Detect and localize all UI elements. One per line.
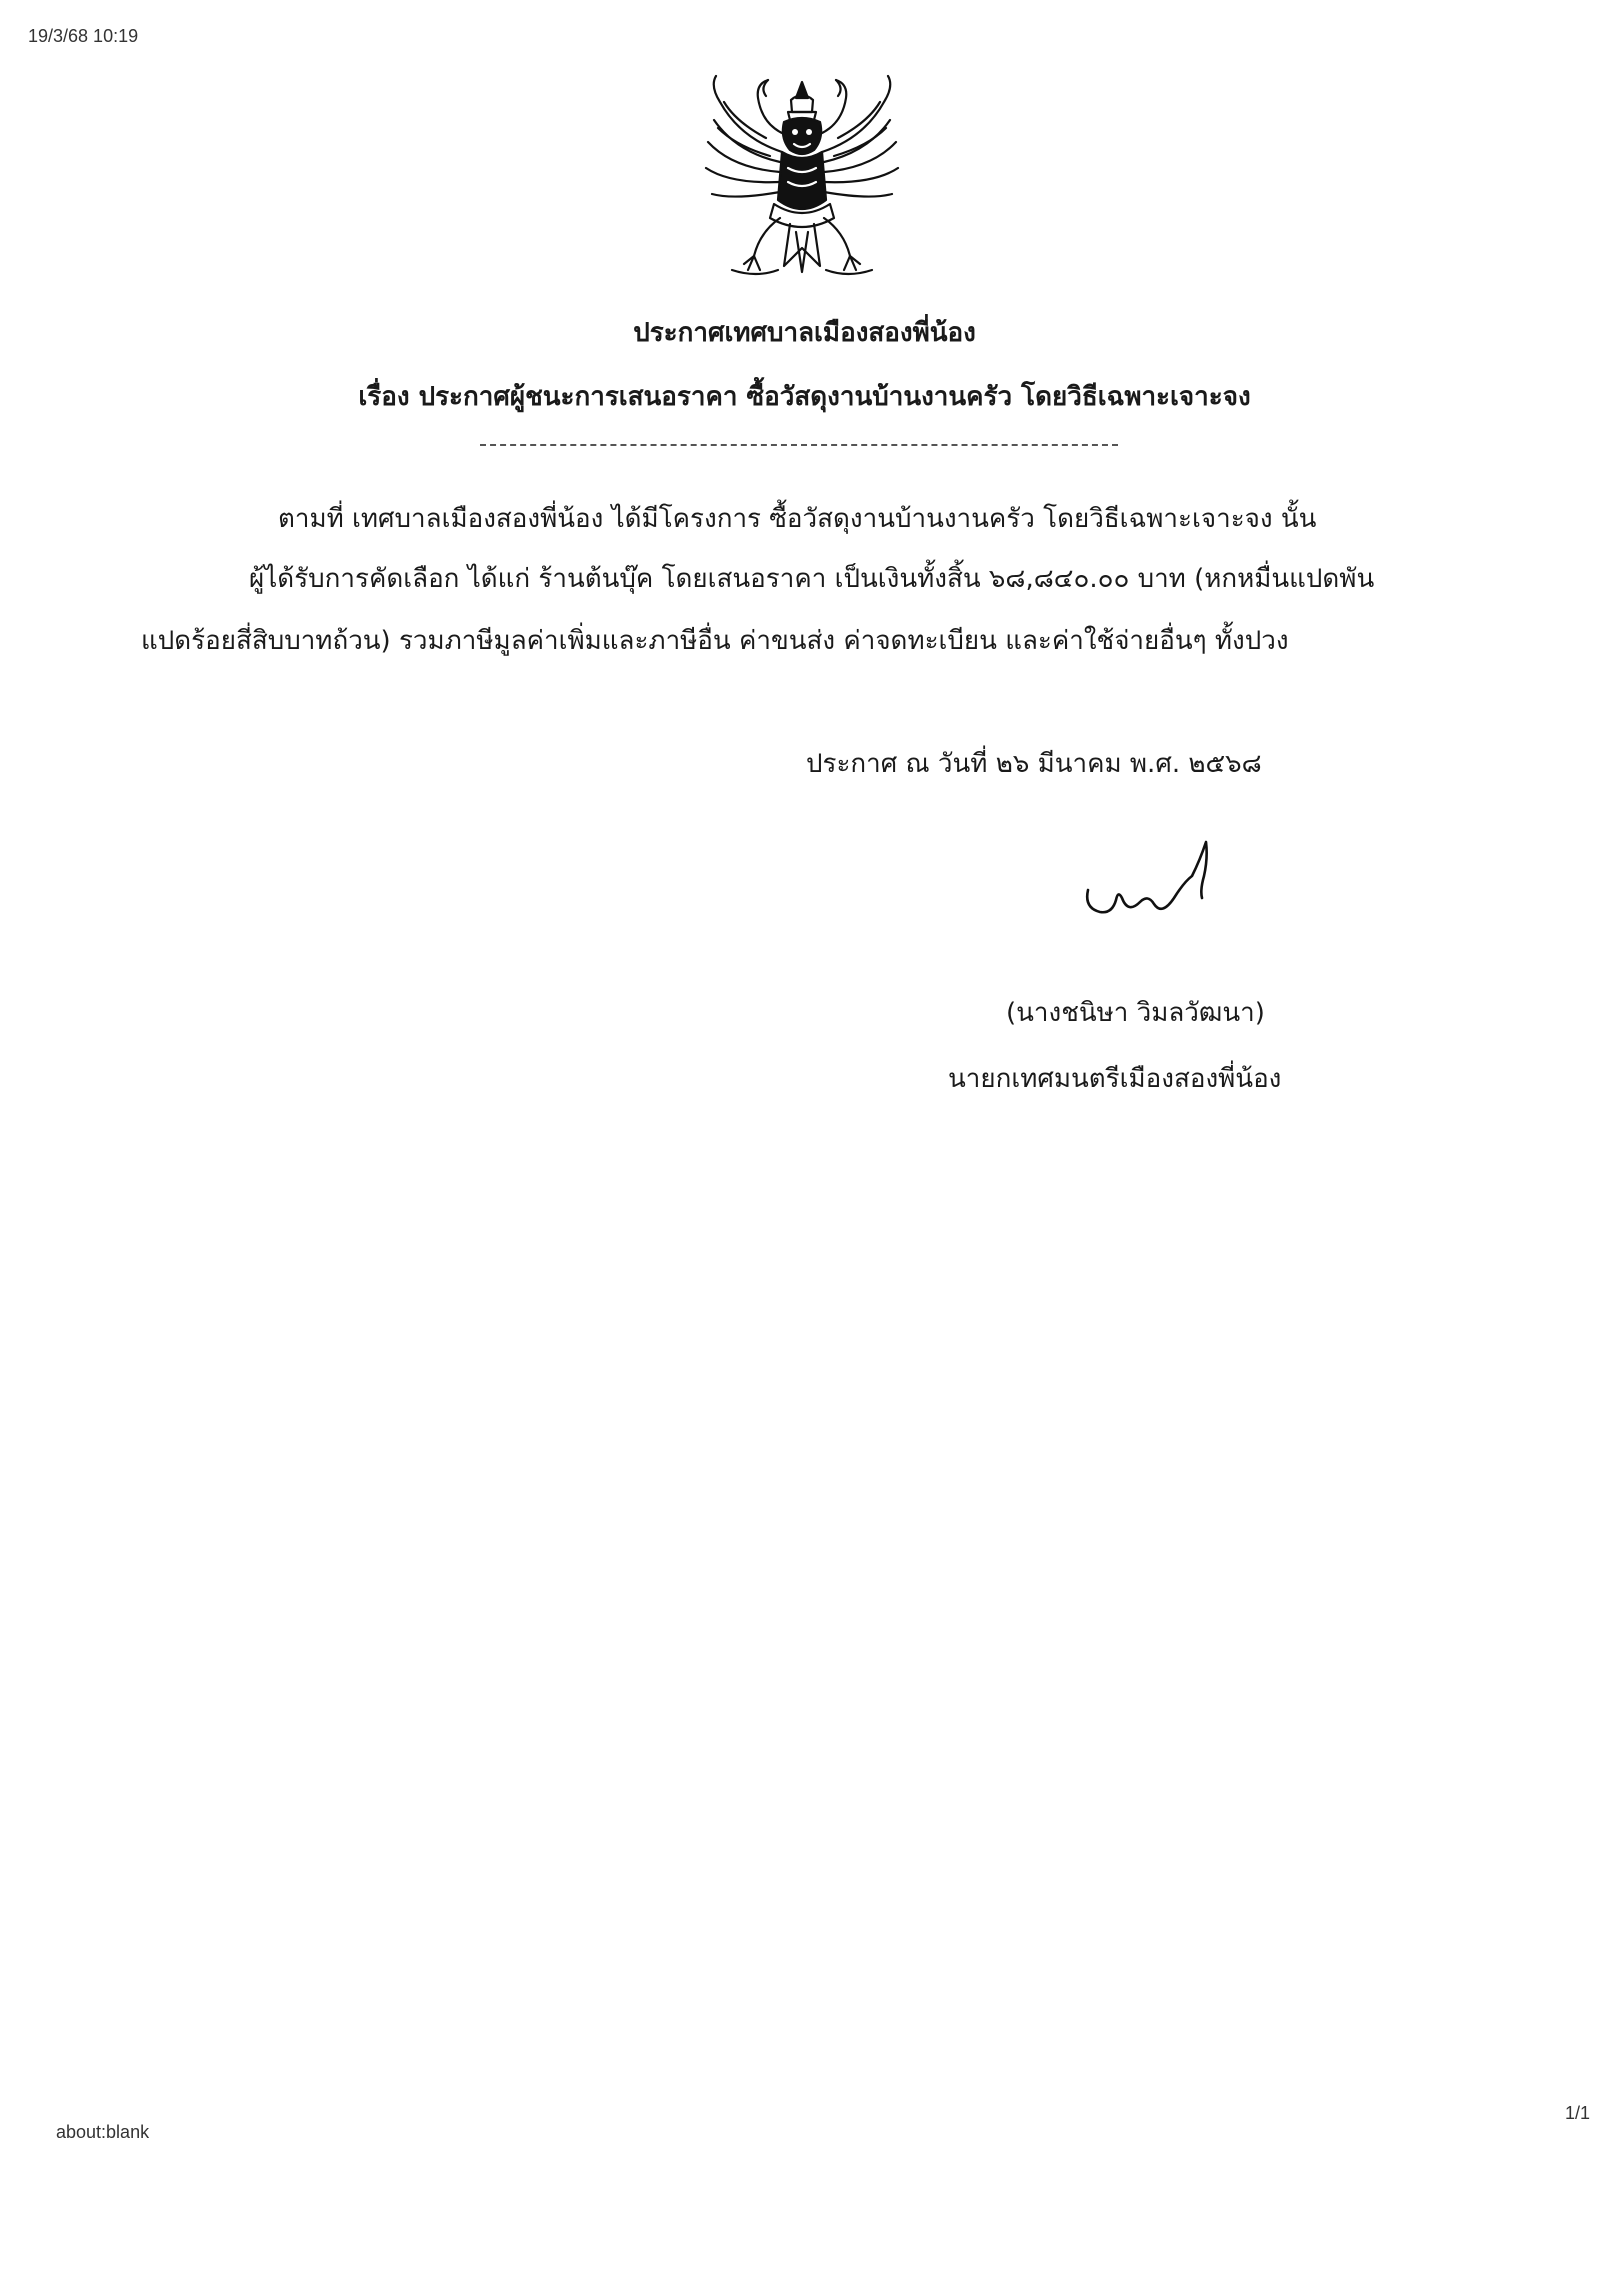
announcement-date: ประกาศ ณ วันที่ ๒๖ มีนาคม พ.ศ. ๒๕๖๘ <box>806 749 1262 779</box>
divider <box>480 444 1118 446</box>
signer-position: นายกเทศมนตรีเมืองสองพี่น้อง <box>948 1064 1282 1094</box>
body-line-2: ผู้ได้รับการคัดเลือก ได้แก่ ร้านต้นบุ๊ค โดยเสนอราคา เป็นเงินทั้งสิ้น ๖๘,๘๔๐.๐๐ บาท (หกหมื่นแปดพัน <box>249 564 1375 594</box>
print-header-datetime: 19/3/68 10:19 <box>28 26 139 46</box>
garuda-emblem-icon <box>696 72 908 284</box>
document-title: ประกาศเทศบาลเมืองสองพี่น้อง <box>633 318 976 348</box>
print-footer-url: about:blank <box>56 2122 150 2142</box>
print-footer-page: 1/1 <box>1565 2103 1591 2123</box>
signer-name: (นางชนิษา วิมลวัฒนา) <box>1006 998 1265 1028</box>
document-subject: เรื่อง ประกาศผู้ชนะการเสนอราคา ซื้อวัสดุงานบ้านงานครัว โดยวิธีเฉพาะเจาะจง <box>358 382 1251 412</box>
handwritten-signature <box>1082 838 1226 928</box>
body-line-1: ตามที่ เทศบาลเมืองสองพี่น้อง ได้มีโครงการ ซื้อวัสดุงานบ้านงานครัว โดยวิธีเฉพาะเจาะจง นั้น <box>278 504 1317 534</box>
body-line-3: แปดร้อยสี่สิบบาทถ้วน) รวมภาษีมูลค่าเพิ่มและภาษีอื่น ค่าขนส่ง ค่าจดทะเบียน และค่าใช้จ่ายอื่นๆ ทั้งปวง <box>141 626 1289 656</box>
